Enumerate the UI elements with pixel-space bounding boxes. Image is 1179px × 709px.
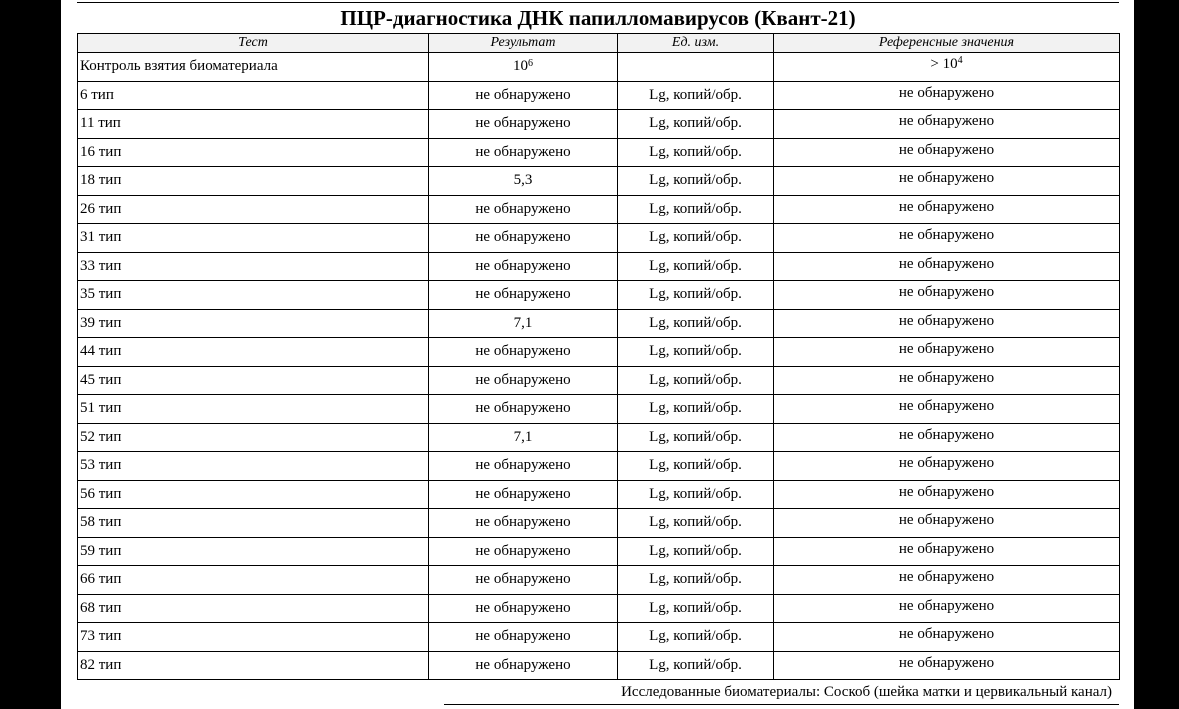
row-unit: Lg, копий/обр. (618, 651, 774, 680)
row-reference: не обнаружено (774, 537, 1120, 566)
row-unit: Lg, копий/обр. (618, 338, 774, 367)
row-test: 26 тип (78, 195, 429, 224)
row-result: не обнаружено (429, 594, 618, 623)
table-row (78, 537, 1120, 566)
row-reference: не обнаружено (774, 195, 1120, 224)
row-result: не обнаружено (429, 566, 618, 595)
table-row (78, 281, 1120, 310)
row-result: не обнаружено (429, 81, 618, 110)
row-test: 6 тип (78, 81, 429, 110)
row-test: 66 тип (78, 566, 429, 595)
row-test: 33 тип (78, 252, 429, 281)
row-test: 11 тип (78, 110, 429, 139)
row-test: 56 тип (78, 480, 429, 509)
header-reference: Референсные значения (774, 34, 1120, 53)
table-row (78, 566, 1120, 595)
table-row (78, 509, 1120, 538)
row-unit: Lg, копий/обр. (618, 252, 774, 281)
table-row (78, 195, 1120, 224)
row-reference: не обнаружено (774, 623, 1120, 652)
row-reference: не обнаружено (774, 167, 1120, 196)
row-test: 59 тип (78, 537, 429, 566)
row-test: 82 тип (78, 651, 429, 680)
row-reference: не обнаружено (774, 509, 1120, 538)
control-reference (774, 53, 1120, 82)
row-test: 16 тип (78, 138, 429, 167)
row-unit: Lg, копий/обр. (618, 594, 774, 623)
control-row (78, 53, 1120, 82)
row-unit: Lg, копий/обр. (618, 195, 774, 224)
row-result: не обнаружено (429, 366, 618, 395)
row-reference: не обнаружено (774, 452, 1120, 481)
table-row (78, 167, 1120, 196)
row-result: не обнаружено (429, 338, 618, 367)
row-result: не обнаружено (429, 195, 618, 224)
row-result: не обнаружено (429, 281, 618, 310)
row-reference: не обнаружено (774, 651, 1120, 680)
table-row (78, 623, 1120, 652)
row-reference: не обнаружено (774, 224, 1120, 253)
row-result: не обнаружено (429, 509, 618, 538)
header-result: Результат (429, 34, 618, 53)
row-unit: Lg, копий/обр. (618, 224, 774, 253)
row-reference: не обнаружено (774, 480, 1120, 509)
row-unit: Lg, копий/обр. (618, 537, 774, 566)
row-result: не обнаружено (429, 480, 618, 509)
control-reference-prefix: > 10 (930, 56, 958, 72)
table-row (78, 110, 1120, 139)
results-table (77, 33, 1120, 680)
table-row (78, 651, 1120, 680)
table-row (78, 395, 1120, 424)
row-unit: Lg, копий/обр. (618, 366, 774, 395)
row-result: не обнаружено (429, 110, 618, 139)
table-row (78, 452, 1120, 481)
row-test: 53 тип (78, 452, 429, 481)
row-unit: Lg, копий/обр. (618, 309, 774, 338)
row-unit: Lg, копий/обр. (618, 138, 774, 167)
row-reference: не обнаружено (774, 338, 1120, 367)
row-result: не обнаружено (429, 224, 618, 253)
row-reference: не обнаружено (774, 366, 1120, 395)
row-result: не обнаружено (429, 452, 618, 481)
row-result: 7,1 (429, 309, 618, 338)
row-test: 51 тип (78, 395, 429, 424)
row-reference: не обнаружено (774, 110, 1120, 139)
page-title: ПЦР-диагностика ДНК папилломавирусов (Квант-21) (340, 6, 856, 30)
control-reference-exp: 4 (957, 55, 963, 66)
bottom-rule (444, 704, 1119, 705)
row-result: не обнаружено (429, 537, 618, 566)
header-test: Тест (78, 34, 429, 53)
row-unit: Lg, копий/обр. (618, 566, 774, 595)
row-unit: Lg, копий/обр. (618, 167, 774, 196)
row-reference: не обнаружено (774, 138, 1120, 167)
control-result (429, 53, 618, 82)
table-row (78, 423, 1120, 452)
row-result: не обнаружено (429, 138, 618, 167)
row-reference: не обнаружено (774, 423, 1120, 452)
top-rule (77, 2, 1119, 3)
table-row (78, 338, 1120, 367)
control-unit (618, 53, 774, 82)
table-row (78, 594, 1120, 623)
row-unit: Lg, копий/обр. (618, 509, 774, 538)
row-result: не обнаружено (429, 252, 618, 281)
row-result: не обнаружено (429, 651, 618, 680)
row-unit: Lg, копий/обр. (618, 281, 774, 310)
row-result: не обнаружено (429, 395, 618, 424)
row-reference: не обнаружено (774, 594, 1120, 623)
document-page (61, 0, 1134, 709)
row-unit: Lg, копий/обр. (618, 81, 774, 110)
row-test: 45 тип (78, 366, 429, 395)
row-test: 52 тип (78, 423, 429, 452)
row-test: 73 тип (78, 623, 429, 652)
row-result: 7,1 (429, 423, 618, 452)
table-row (78, 224, 1120, 253)
row-test: 39 тип (78, 309, 429, 338)
control-result-base: 10 (513, 58, 528, 74)
row-reference: не обнаружено (774, 566, 1120, 595)
row-test: 44 тип (78, 338, 429, 367)
table-row (78, 252, 1120, 281)
row-test: 35 тип (78, 281, 429, 310)
control-test: Контроль взятия биоматериала (78, 53, 429, 82)
row-unit: Lg, копий/обр. (618, 110, 774, 139)
row-test: 31 тип (78, 224, 429, 253)
row-result: 5,3 (429, 167, 618, 196)
row-unit: Lg, копий/обр. (618, 395, 774, 424)
table-row (78, 81, 1120, 110)
row-reference: не обнаружено (774, 281, 1120, 310)
table-header-row (78, 34, 1120, 53)
row-reference: не обнаружено (774, 395, 1120, 424)
row-unit: Lg, копий/обр. (618, 452, 774, 481)
row-result: не обнаружено (429, 623, 618, 652)
table-row (78, 366, 1120, 395)
row-unit: Lg, копий/обр. (618, 623, 774, 652)
row-test: 18 тип (78, 167, 429, 196)
table-row (78, 309, 1120, 338)
biomaterial-note: Исследованные биоматериалы: Соскоб (шейка матки и цервикальный канал) (621, 684, 1112, 700)
control-result-exp: 6 (528, 58, 533, 69)
row-unit: Lg, копий/обр. (618, 480, 774, 509)
row-test: 58 тип (78, 509, 429, 538)
row-reference: не обнаружено (774, 252, 1120, 281)
row-reference: не обнаружено (774, 309, 1120, 338)
row-unit: Lg, копий/обр. (618, 423, 774, 452)
header-unit: Ед. изм. (618, 34, 774, 53)
table-row (78, 138, 1120, 167)
row-test: 68 тип (78, 594, 429, 623)
table-row (78, 480, 1120, 509)
row-reference: не обнаружено (774, 81, 1120, 110)
